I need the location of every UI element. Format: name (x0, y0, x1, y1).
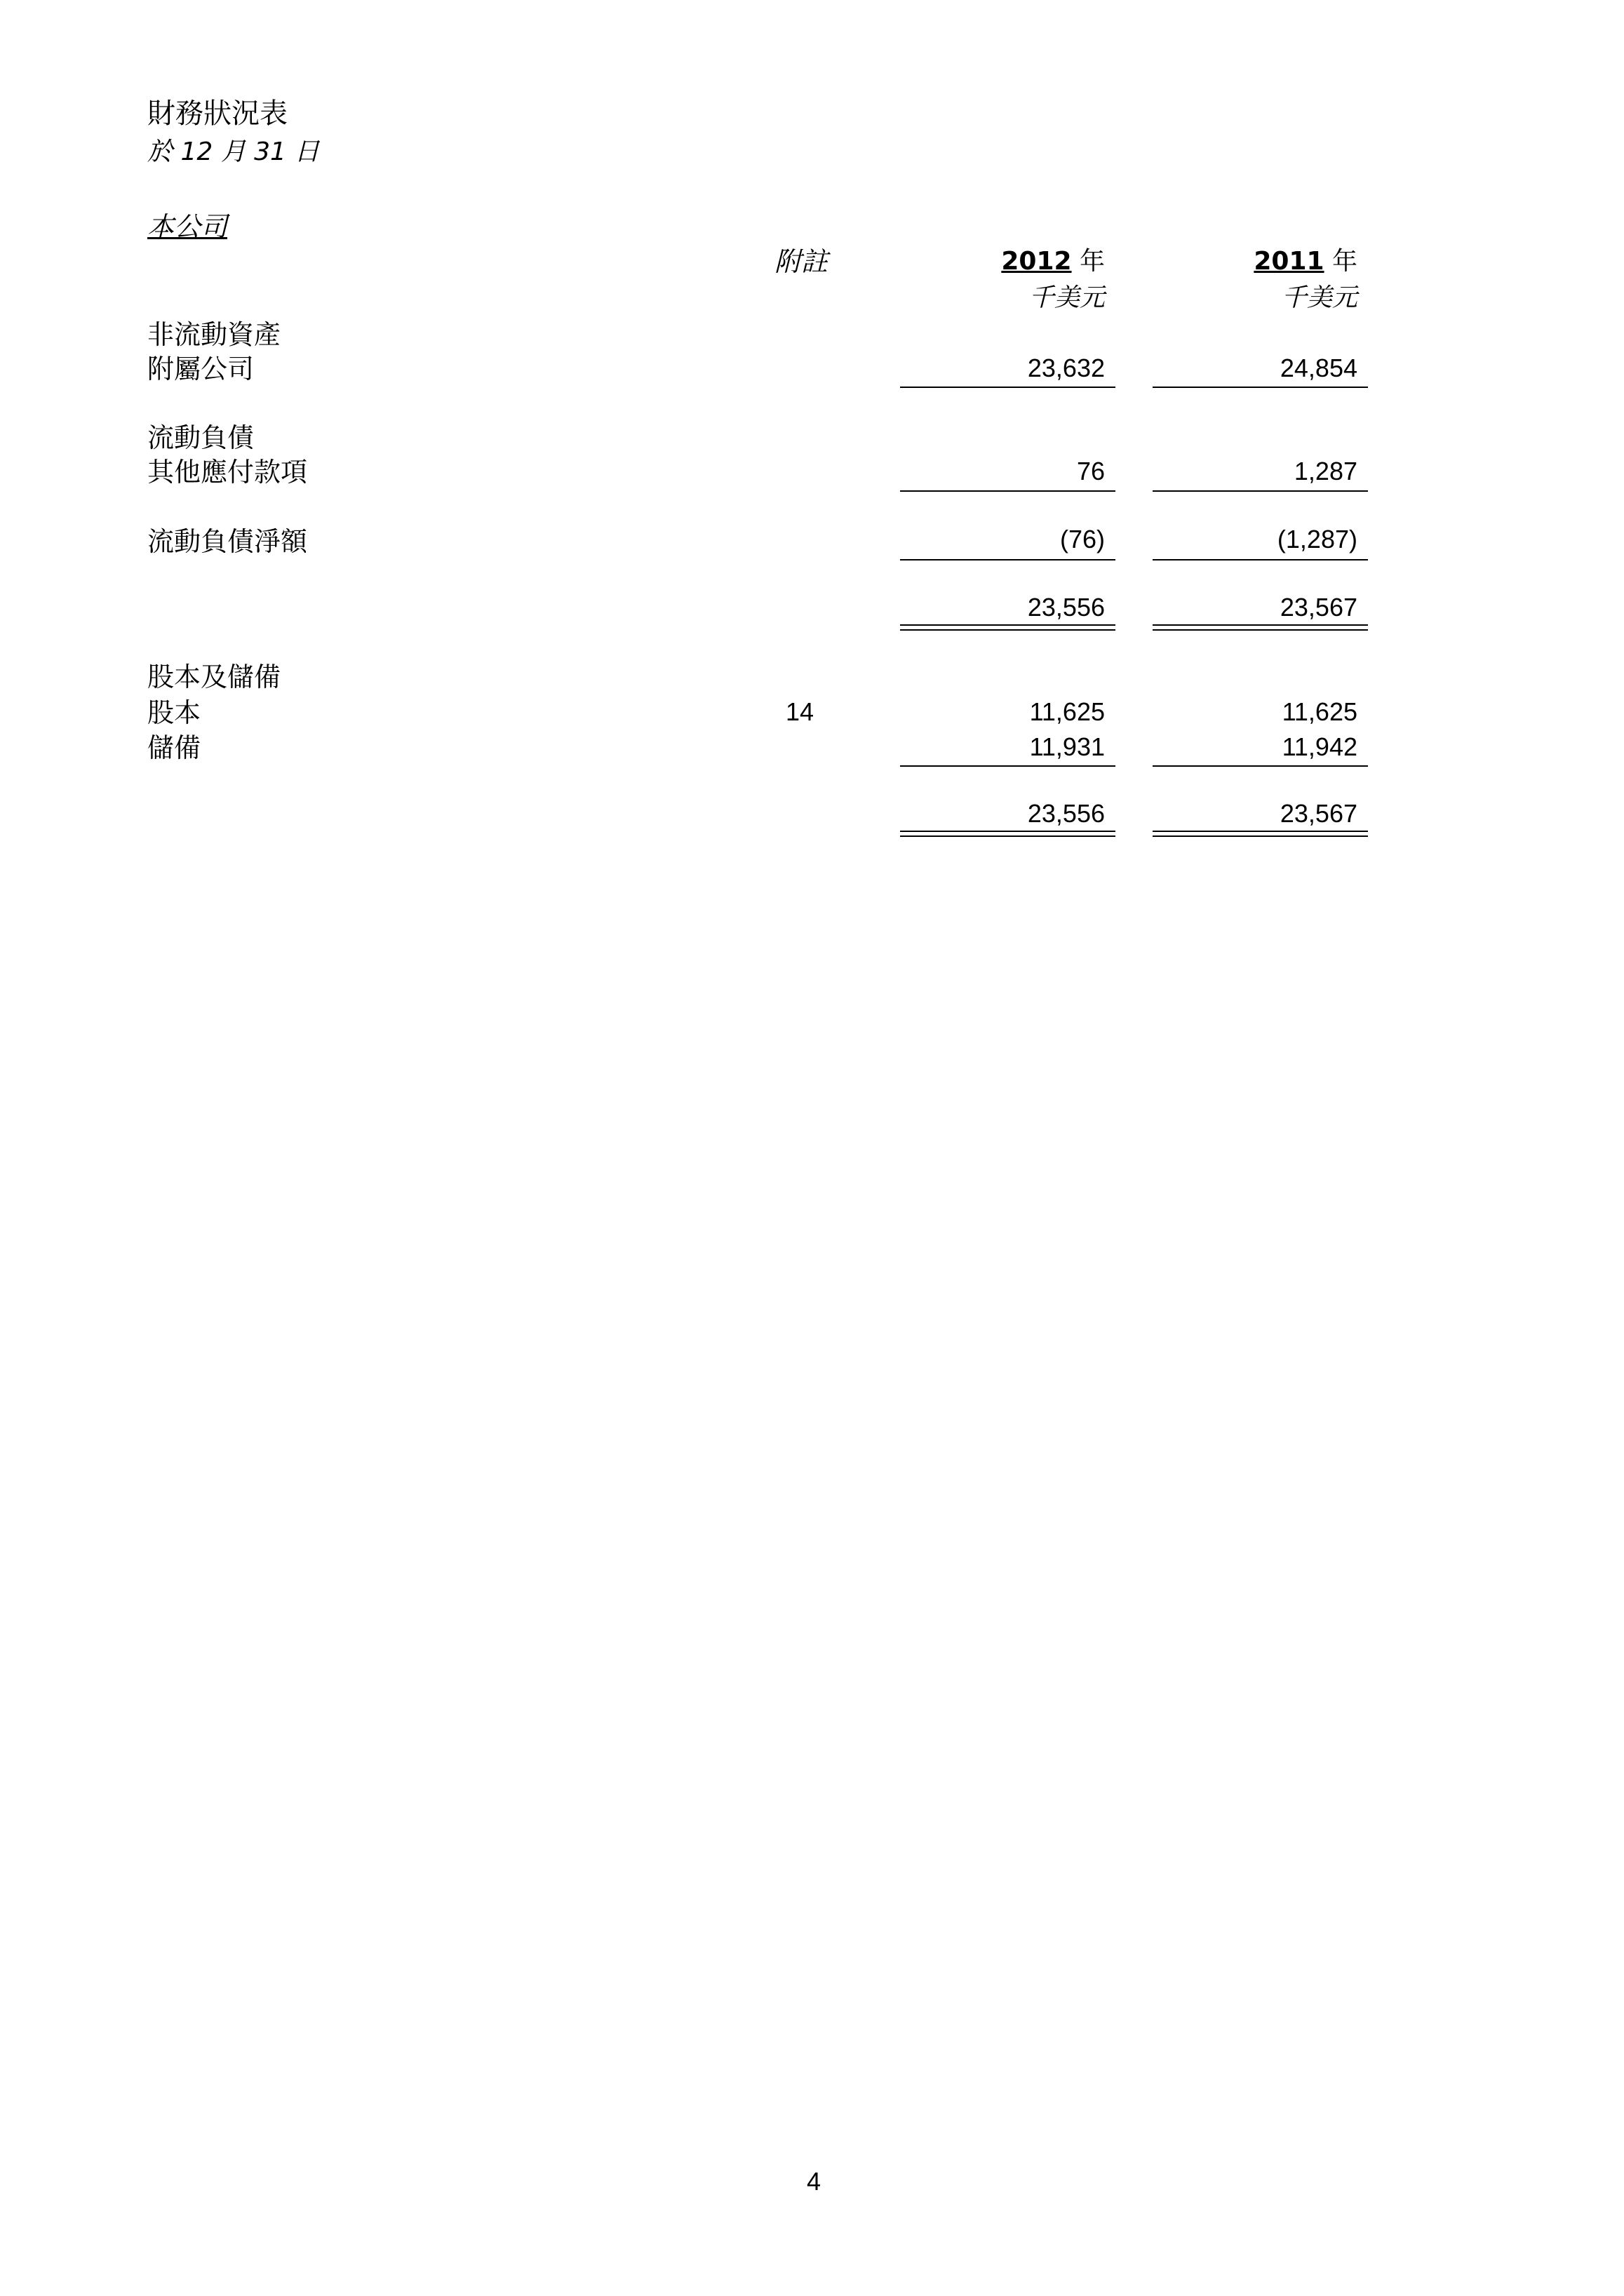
page-number: 4 (806, 2167, 821, 2196)
statement-date: 於 12 月 31 日 (147, 137, 320, 166)
double-rule-2011-total1 (1153, 624, 1368, 631)
rule-2011-nca (1153, 387, 1368, 388)
other-payables-2012: 76 (1076, 457, 1105, 485)
rule-2012-cl (900, 490, 1115, 492)
share-capital-label: 股本 (147, 697, 201, 728)
unit-2012: 千美元 (1028, 283, 1105, 312)
year-2011-header (1129, 246, 1357, 278)
rule-2012-cr (900, 765, 1115, 767)
total-equity-2011: 23,567 (1280, 799, 1357, 828)
year-2011-suffix: 年 (1324, 247, 1357, 276)
year-2011-number: 2011 (1254, 247, 1324, 276)
non-current-assets-heading: 非流動資產 (147, 319, 281, 350)
entity-label: 本公司 (147, 211, 228, 242)
reserves-2011: 11,942 (1282, 732, 1357, 761)
rule-2012-nca (900, 387, 1115, 388)
double-rule-2012-total2 (900, 831, 1115, 837)
note-column-header: 附註 (774, 246, 828, 277)
net-current-liabilities-2012: (76) (1059, 525, 1105, 553)
share-capital-2011: 11,625 (1282, 697, 1357, 726)
year-2012-suffix: 年 (1071, 247, 1105, 276)
rule-2011-cr (1153, 765, 1368, 767)
rule-2012-ncl (900, 559, 1115, 560)
capital-reserves-heading: 股本及儲備 (147, 662, 281, 692)
reserves-label: 儲備 (147, 732, 201, 763)
other-payables-2011: 1,287 (1294, 457, 1357, 485)
net-current-liabilities-label: 流動負債淨額 (147, 526, 308, 557)
share-capital-2012: 11,625 (1029, 697, 1105, 726)
total-assets-less-liabilities-2012: 23,556 (1027, 593, 1105, 622)
year-2012-number: 2012 (1001, 247, 1072, 276)
net-current-liabilities-2011: (1,287) (1277, 525, 1357, 553)
subsidiaries-label: 附屬公司 (147, 354, 255, 384)
statement-title: 財務狀況表 (147, 98, 288, 130)
rule-2011-cl (1153, 490, 1368, 492)
current-liabilities-heading: 流動負債 (147, 422, 255, 453)
total-assets-less-liabilities-2011: 23,567 (1280, 593, 1357, 622)
year-2012-header (877, 246, 1105, 278)
subsidiaries-2011: 24,854 (1280, 354, 1357, 382)
double-rule-2011-total2 (1153, 831, 1368, 837)
unit-2011: 千美元 (1281, 283, 1357, 312)
total-equity-2012: 23,556 (1027, 799, 1105, 828)
double-rule-2012-total1 (900, 624, 1115, 631)
share-capital-note: 14 (785, 697, 814, 726)
reserves-2012: 11,931 (1029, 732, 1105, 761)
subsidiaries-2012: 23,632 (1027, 354, 1105, 382)
other-payables-label: 其他應付款項 (147, 457, 308, 488)
rule-2011-ncl (1153, 559, 1368, 560)
